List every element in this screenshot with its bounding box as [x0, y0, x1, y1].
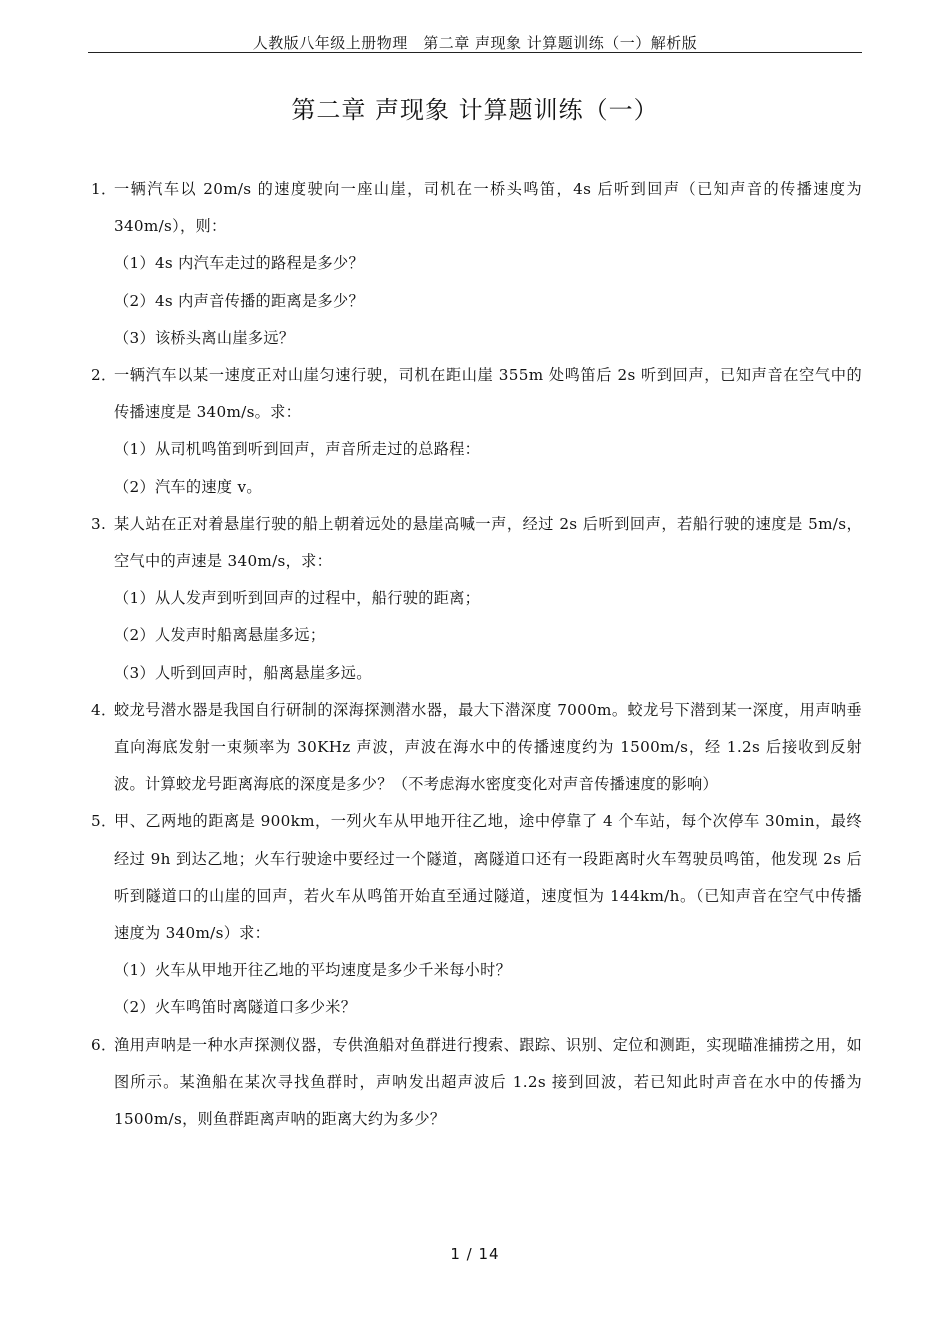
question-stem: 渔用声呐是一种水声探测仪器，专供渔船对鱼群进行搜索、跟踪、识别、定位和测距，实现瞄准捕捞之用，如图所示。某渔船在某次寻找鱼群时，声呐发出超声波后 1.2s 接到回波，若已知此时声音在水中的传播为 1500m/s，则鱼群距离声呐的距离大约为多少？ — [114, 1035, 862, 1129]
question-4 — [0, 692, 950, 804]
question-3 — [0, 506, 950, 692]
question-stem: 一辆汽车以 20m/s 的速度驶向一座山崖，司机在一桥头鸣笛，4s 后听到回声（已知声音的传播速度为 340m/s），则： — [114, 180, 862, 236]
sub-question: （2）人发声时船离悬崖多远； — [114, 626, 326, 645]
sub-question: （2）火车鸣笛时离隧道口多少米？ — [114, 998, 357, 1017]
question-stem: 甲、乙两地的距离是 900km，一列火车从甲地开往乙地，途中停靠了 4 个车站，每个次停车 30min，最终经过 9h 到达乙地；火车行驶途中要经过一个隧道，离隧道口还有一段距离时火车驾驶员鸣笛，他发现 2s 后听到隧道口的山崖的回声，若火车从鸣笛开始直至通过隧道，速度恒为 144km/h。（已知声音在空气中传播速度为 340m/s）求： — [114, 812, 862, 943]
question-stem: 一辆汽车以某一速度正对山崖匀速行驶，司机在距山崖 355m 处鸣笛后 2s 听到回声，已知声音在空气中的传播速度是 340m/s。求： — [114, 366, 862, 422]
page-header: 人教版八年级上册物理 第二章 声现象 计算题训练（一）解析版 — [252, 34, 698, 52]
question-stem: 某人站在正对着悬崖行驶的船上朝着远处的悬崖高喊一声，经过 2s 后听到回声，若船行驶的速度是 5m/s，空气中的声速是 340m/s，求： — [114, 514, 862, 571]
sub-question: （1）从人发声到听到回声的过程中，船行驶的距离； — [114, 589, 481, 608]
sub-question: （2）汽车的速度 v。 — [114, 477, 262, 496]
page-title: 第二章 声现象 计算题训练（一） — [291, 96, 659, 124]
question-6 — [0, 1027, 950, 1139]
question-number: 1． — [91, 180, 117, 198]
header-divider — [88, 52, 862, 53]
question-number: 5． — [91, 812, 117, 831]
sub-question: （1）4s 内汽车走过的路程是多少？ — [114, 254, 364, 273]
question-stem: 蛟龙号潜水器是我国自行研制的深海探测潜水器，最大下潜深度 7000m。蛟龙号下潜到某一深度，用声呐垂直向海底发射一束频率为 30KHz 声波，声波在海水中的传播速度约为 1500m/s，经 1.2s 后接收到反射波。计算蛟龙号距离海底的深度是多少？（不考虑海水密度变化对声音传播速度的影响） — [114, 700, 862, 794]
sub-question: （1）火车从甲地开往乙地的平均速度是多少千米每小时？ — [114, 961, 512, 980]
sub-question: （3）人听到回声时，船离悬崖多远。 — [114, 663, 372, 682]
question-number: 4． — [91, 700, 117, 719]
question-number: 3. — [91, 514, 107, 533]
question-number: 6． — [91, 1035, 117, 1054]
question-1 — [0, 171, 950, 357]
page-number: 1 / 14 — [450, 1245, 500, 1263]
question-list — [0, 171, 950, 1138]
question-number: 2． — [91, 366, 117, 385]
question-5 — [0, 803, 950, 1026]
sub-question: （1）从司机鸣笛到听到回声，声音所走过的总路程： — [114, 440, 481, 459]
sub-question: （3）该桥头离山崖多远？ — [114, 328, 295, 347]
sub-question: （2）4s 内声音传播的距离是多少？ — [114, 291, 364, 310]
question-2 — [0, 357, 950, 506]
